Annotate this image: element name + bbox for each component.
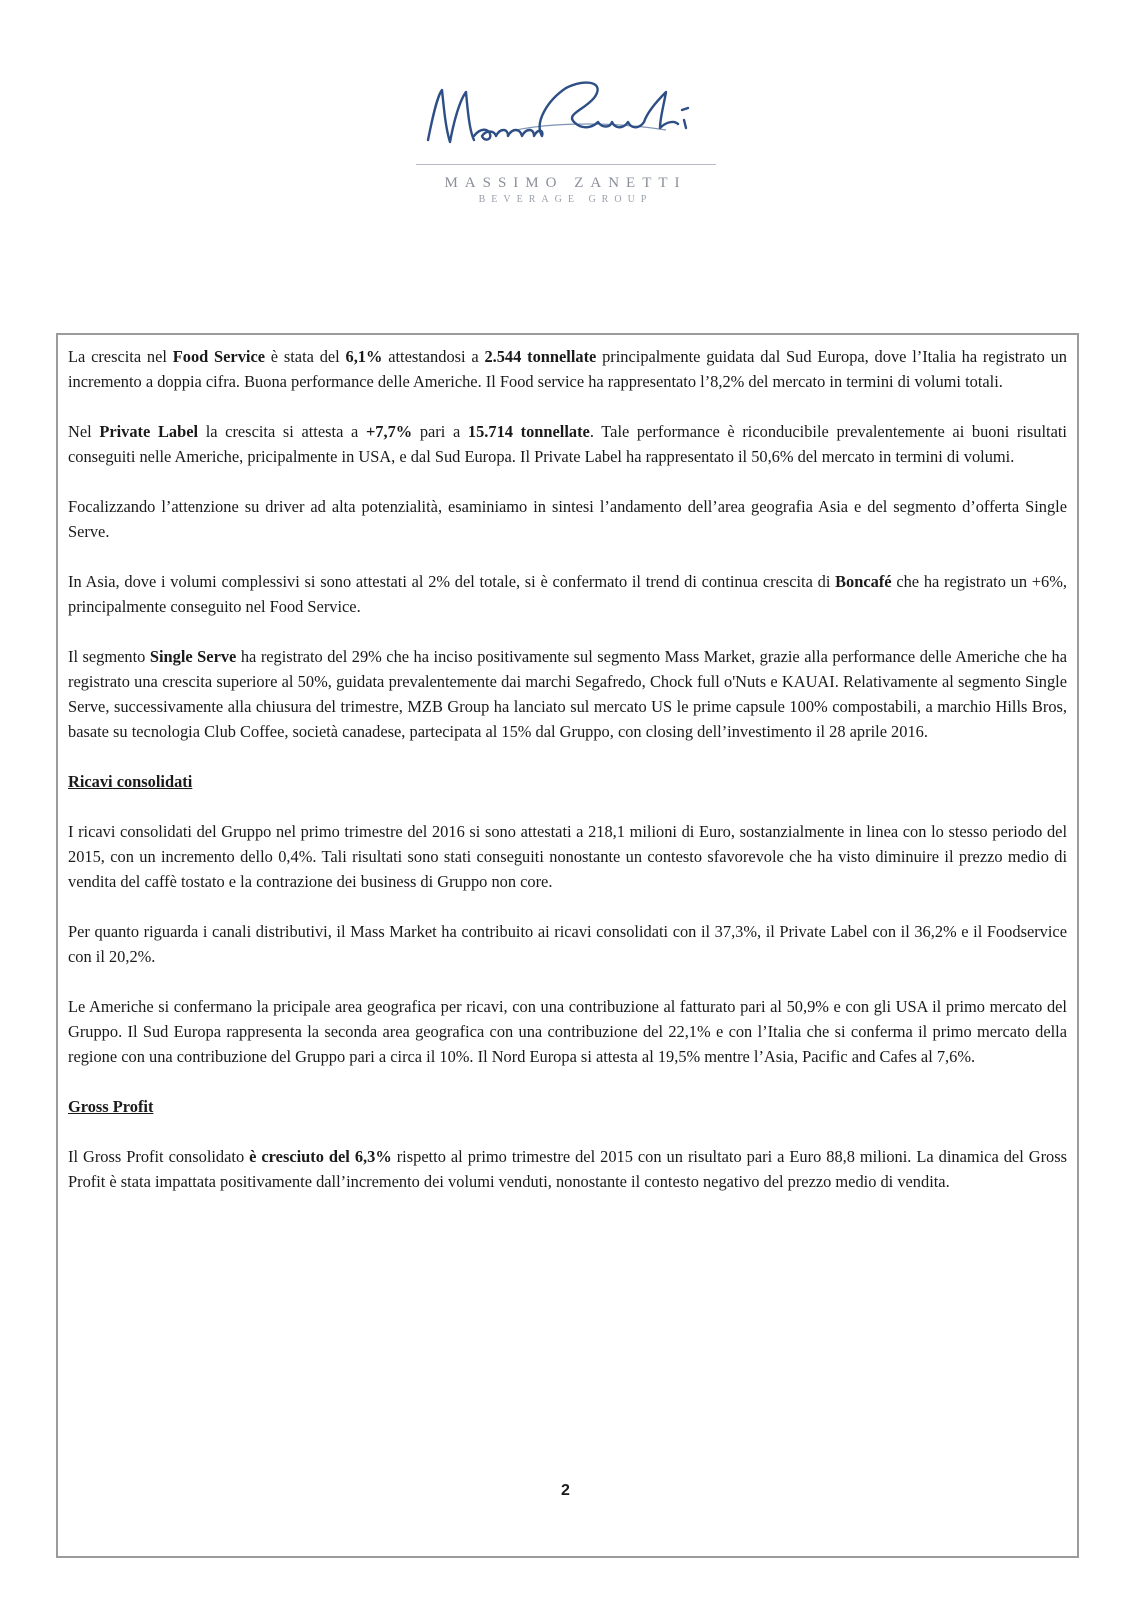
signature-logo-icon [416, 70, 716, 160]
brand-subtitle: BEVERAGE GROUP [478, 194, 653, 205]
paragraph-single-serve: Il segmento Single Serve ha registrato del 29% che ha inciso positivamente sul segmento Mass Market, grazie alla performance delle Americhe che ha registrato una crescita superiore al 50%, guidata prevalentemente dai marchi Segafredo, Chock full o'Nuts e KAUAI. Relativamente al segmento Single Serve, successivamente alla chiusura del trimestre, MZB Group ha lanciato sul mercato US le prime capsule 100% compostabili, a marchio Hills Bros, basate su tecnologia Club Coffee, società canadese, partecipata al 15% dal Gruppo, con closing dell’investimento il 28 aprile 2016. [68, 647, 1068, 741]
section-heading-ricavi: Ricavi consolidati [68, 772, 193, 791]
brand-name: MASSIMO ZANETTI [444, 175, 687, 191]
paragraph-drivers: Focalizzando l’attenzione su driver ad alta potenzialità, esaminiamo in sintesi l’andamento dell’area geografia Asia e del segmento d’offerta Single Serve. [68, 497, 1067, 541]
paragraph-aree: Le Americhe si confermano la pricipale area geografica per ricavi, con una contribuzione al fatturato pari al 50,9% e con gli USA il primo mercato del Gruppo. Il Sud Europa rappresenta la seconda area geografica con una contribuzione del 22,1% e con l’Italia che si conferma il primo mercato della regione con una contribuzione del Gruppo pari a circa il 10%. Il Nord Europa si attesta al 19,5% mentre l’Asia, Pacific and Cafes al 7,6%. [68, 997, 1067, 1066]
paragraph-ricavi: I ricavi consolidati del Gruppo nel primo trimestre del 2016 si sono attestati a 218,1 milioni di Euro, sostanzialmente in linea con lo stesso periodo del 2015, con un incremento dello 0,4%. Tali risultati sono stati conseguiti nonostante un contesto sfavorevole che ha visto diminuire il prezzo medio di vendita del caffè tostato e la contrazione dei business di Gruppo non core. [68, 822, 1067, 891]
logo-divider [416, 164, 716, 165]
paragraph-gross-profit: Il Gross Profit consolidato è cresciuto del 6,3% rispetto al primo trimestre del 2015 con un risultato pari a Euro 88,8 milioni. La dinamica del Gross Profit è stata impattata positivamente dall’incremento dei volumi venduti, nonostante il contesto negativo del prezzo medio di vendita. [68, 1147, 1067, 1191]
paragraph-food-service: La crescita nel Food Service è stata del 6,1% attestandosi a 2.544 tonnellate principalmente guidata dal Sud Europa, dove l’Italia ha registrato un incremento a doppia cifra. Buona performance delle Americhe. Il Food service ha rappresentato l’8,2% del mercato in termini di volumi totali. [68, 347, 1067, 391]
paragraph-canali: Per quanto riguarda i canali distributivi, il Mass Market ha contribuito ai ricavi consolidati con il 37,3%, il Private Label con il 36,2% e il Foodservice con il 20,2%. [68, 922, 1067, 966]
section-heading-gross-profit: Gross Profit [68, 1097, 154, 1116]
paragraph-private-label: Nel Private Label la crescita si attesta a +7,7% pari a 15.714 tonnellate. Tale performance è riconducibile prevalentemente ai buoni risultati conseguiti nelle Americhe, pricipalmente in USA, e dal Sud Europa. Il Private Label ha rappresentato il 50,6% del mercato in termini di volumi. [68, 422, 1067, 466]
page-number: 2 [561, 1482, 570, 1499]
paragraph-asia: In Asia, dove i volumi complessivi si sono attestati al 2% del totale, si è confermato il trend di continua crescita di Boncafé che ha registrato un +6%, principalmente conseguito nel Food Service. [68, 572, 1067, 616]
document-body [68, 344, 1067, 1219]
company-logo [0, 70, 1131, 205]
